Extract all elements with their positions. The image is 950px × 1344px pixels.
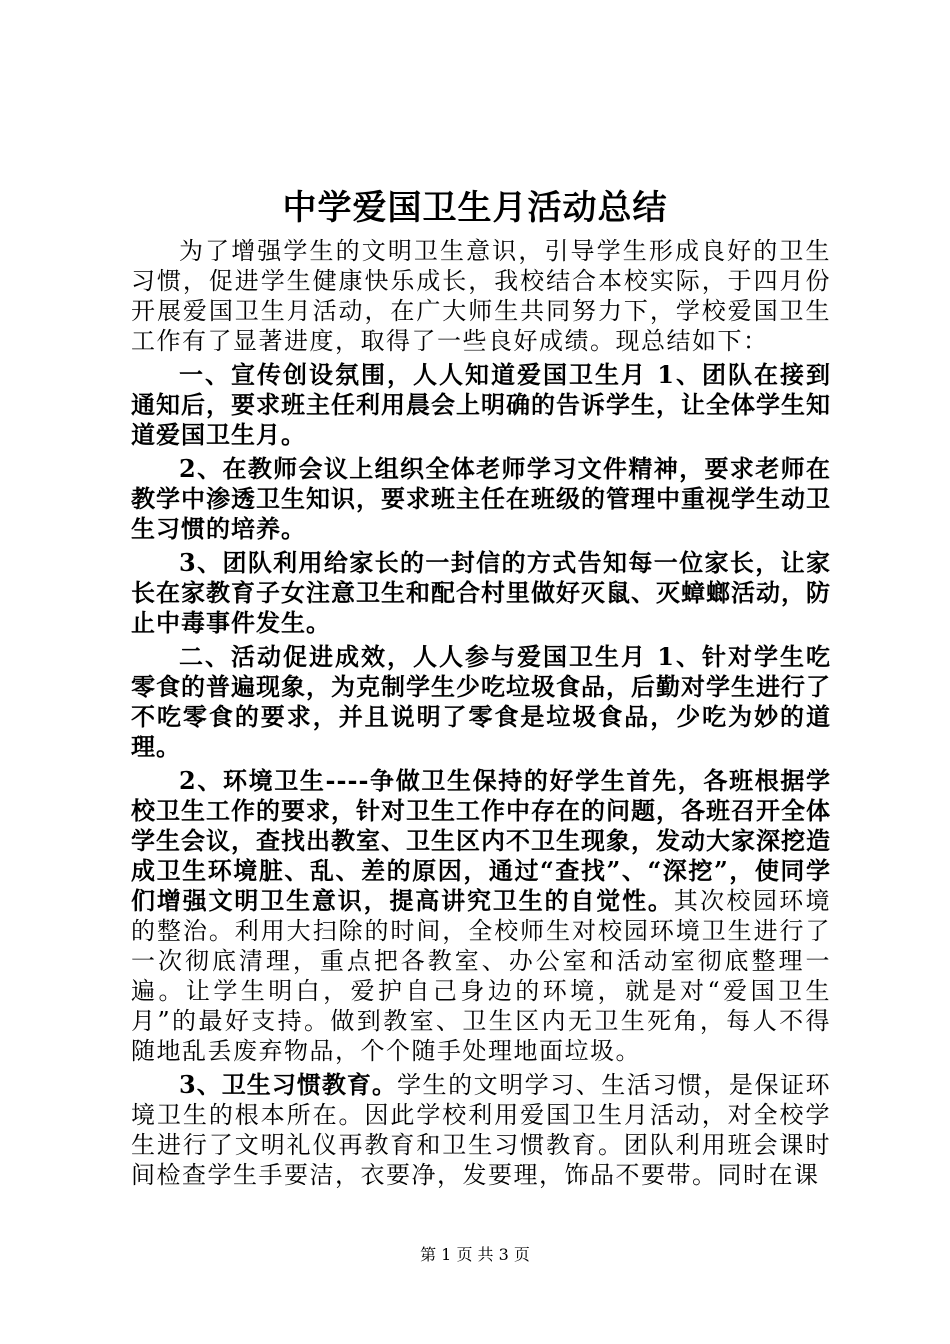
paragraph-environment-bold: 2、环境卫生----争做卫生保持的好学生首先，各班根据学校卫生工作的要求，针对卫生工作中存在的问题，各班召开全体学生会议，查找出教室、卫生区内不卫生现象，发动大家深挖造成卫生环境脏、乱、差的原因，通过“查找”、“深挖”，使同学们增强文明卫生意识，提高讲究卫生的自觉性。 [131, 766, 831, 915]
paragraph-habits [131, 1070, 831, 1190]
paragraph-section-2: 二、活动促进成效，人人参与爱国卫生月 1、针对学生吃零食的普遍现象，为克制学生少吃垃圾食品，后勤对学生进行了不吃零食的要求，并且说明了零食是垃圾食品，少吃为妙的道理。 [131, 642, 831, 761]
page-footer: 第 1 页 共 3 页 [420, 1245, 530, 1264]
paragraph-environment [131, 766, 831, 1066]
paragraph-intro: 为了增强学生的文明卫生意识，引导学生形成良好的卫生习惯，促进学生健康快乐成长，我校结合本校实际，于四月份开展爱国卫生月活动，在广大师生共同努力下，学校爱国卫生工作有了显著进度，取得了一些良好成绩。现总结如下： [131, 237, 831, 355]
document-title: 中学爱国卫生月活动总结 [282, 188, 668, 228]
paragraph-item-2: 2、在教师会议上组织全体老师学习文件精神，要求老师在教学中渗透卫生知识，要求班主任在班级的管理中重视学生动卫生习惯的培养。 [131, 454, 831, 543]
paragraph-section-1: 一、宣传创设氛围，人人知道爱国卫生月 1、团队在接到通知后，要求班主任利用晨会上明确的告诉学生，让全体学生知道爱国卫生月。 [131, 360, 831, 449]
paragraph-item-3: 3、团队利用给家长的一封信的方式告知每一位家长，让家长在家教育子女注意卫生和配合村里做好灭鼠、灭蟑螂活动，防止中毒事件发生。 [131, 548, 831, 637]
document-body [131, 236, 831, 1190]
paragraph-habits-bold: 3、卫生习惯教育。 [179, 1070, 397, 1099]
paragraph-habits-normal: 学生的文明学习、生活习惯，是保证环境卫生的根本所在。因此学校利用爱国卫生月活动，对全校学生进行了文明礼仪再教育和卫生习惯教育。团队利用班会课时间检查学生手要洁，衣要净，发要理，饰品不要带。同时在课 [131, 1071, 832, 1189]
paragraph-environment-normal: 其次校园环境的整治。利用大扫除的时间，全校师生对校园环境卫生进行了一次彻底清理，重点把各教室、办公室和活动室彻底整理一遍。让学生明白，爱护自己身边的环境，就是对“爱国卫生月”的最好支持。做到教室、卫生区内无卫生死角，每人不得随地乱丢废弃物品，个个随手处理地面垃圾。 [131, 887, 832, 1065]
